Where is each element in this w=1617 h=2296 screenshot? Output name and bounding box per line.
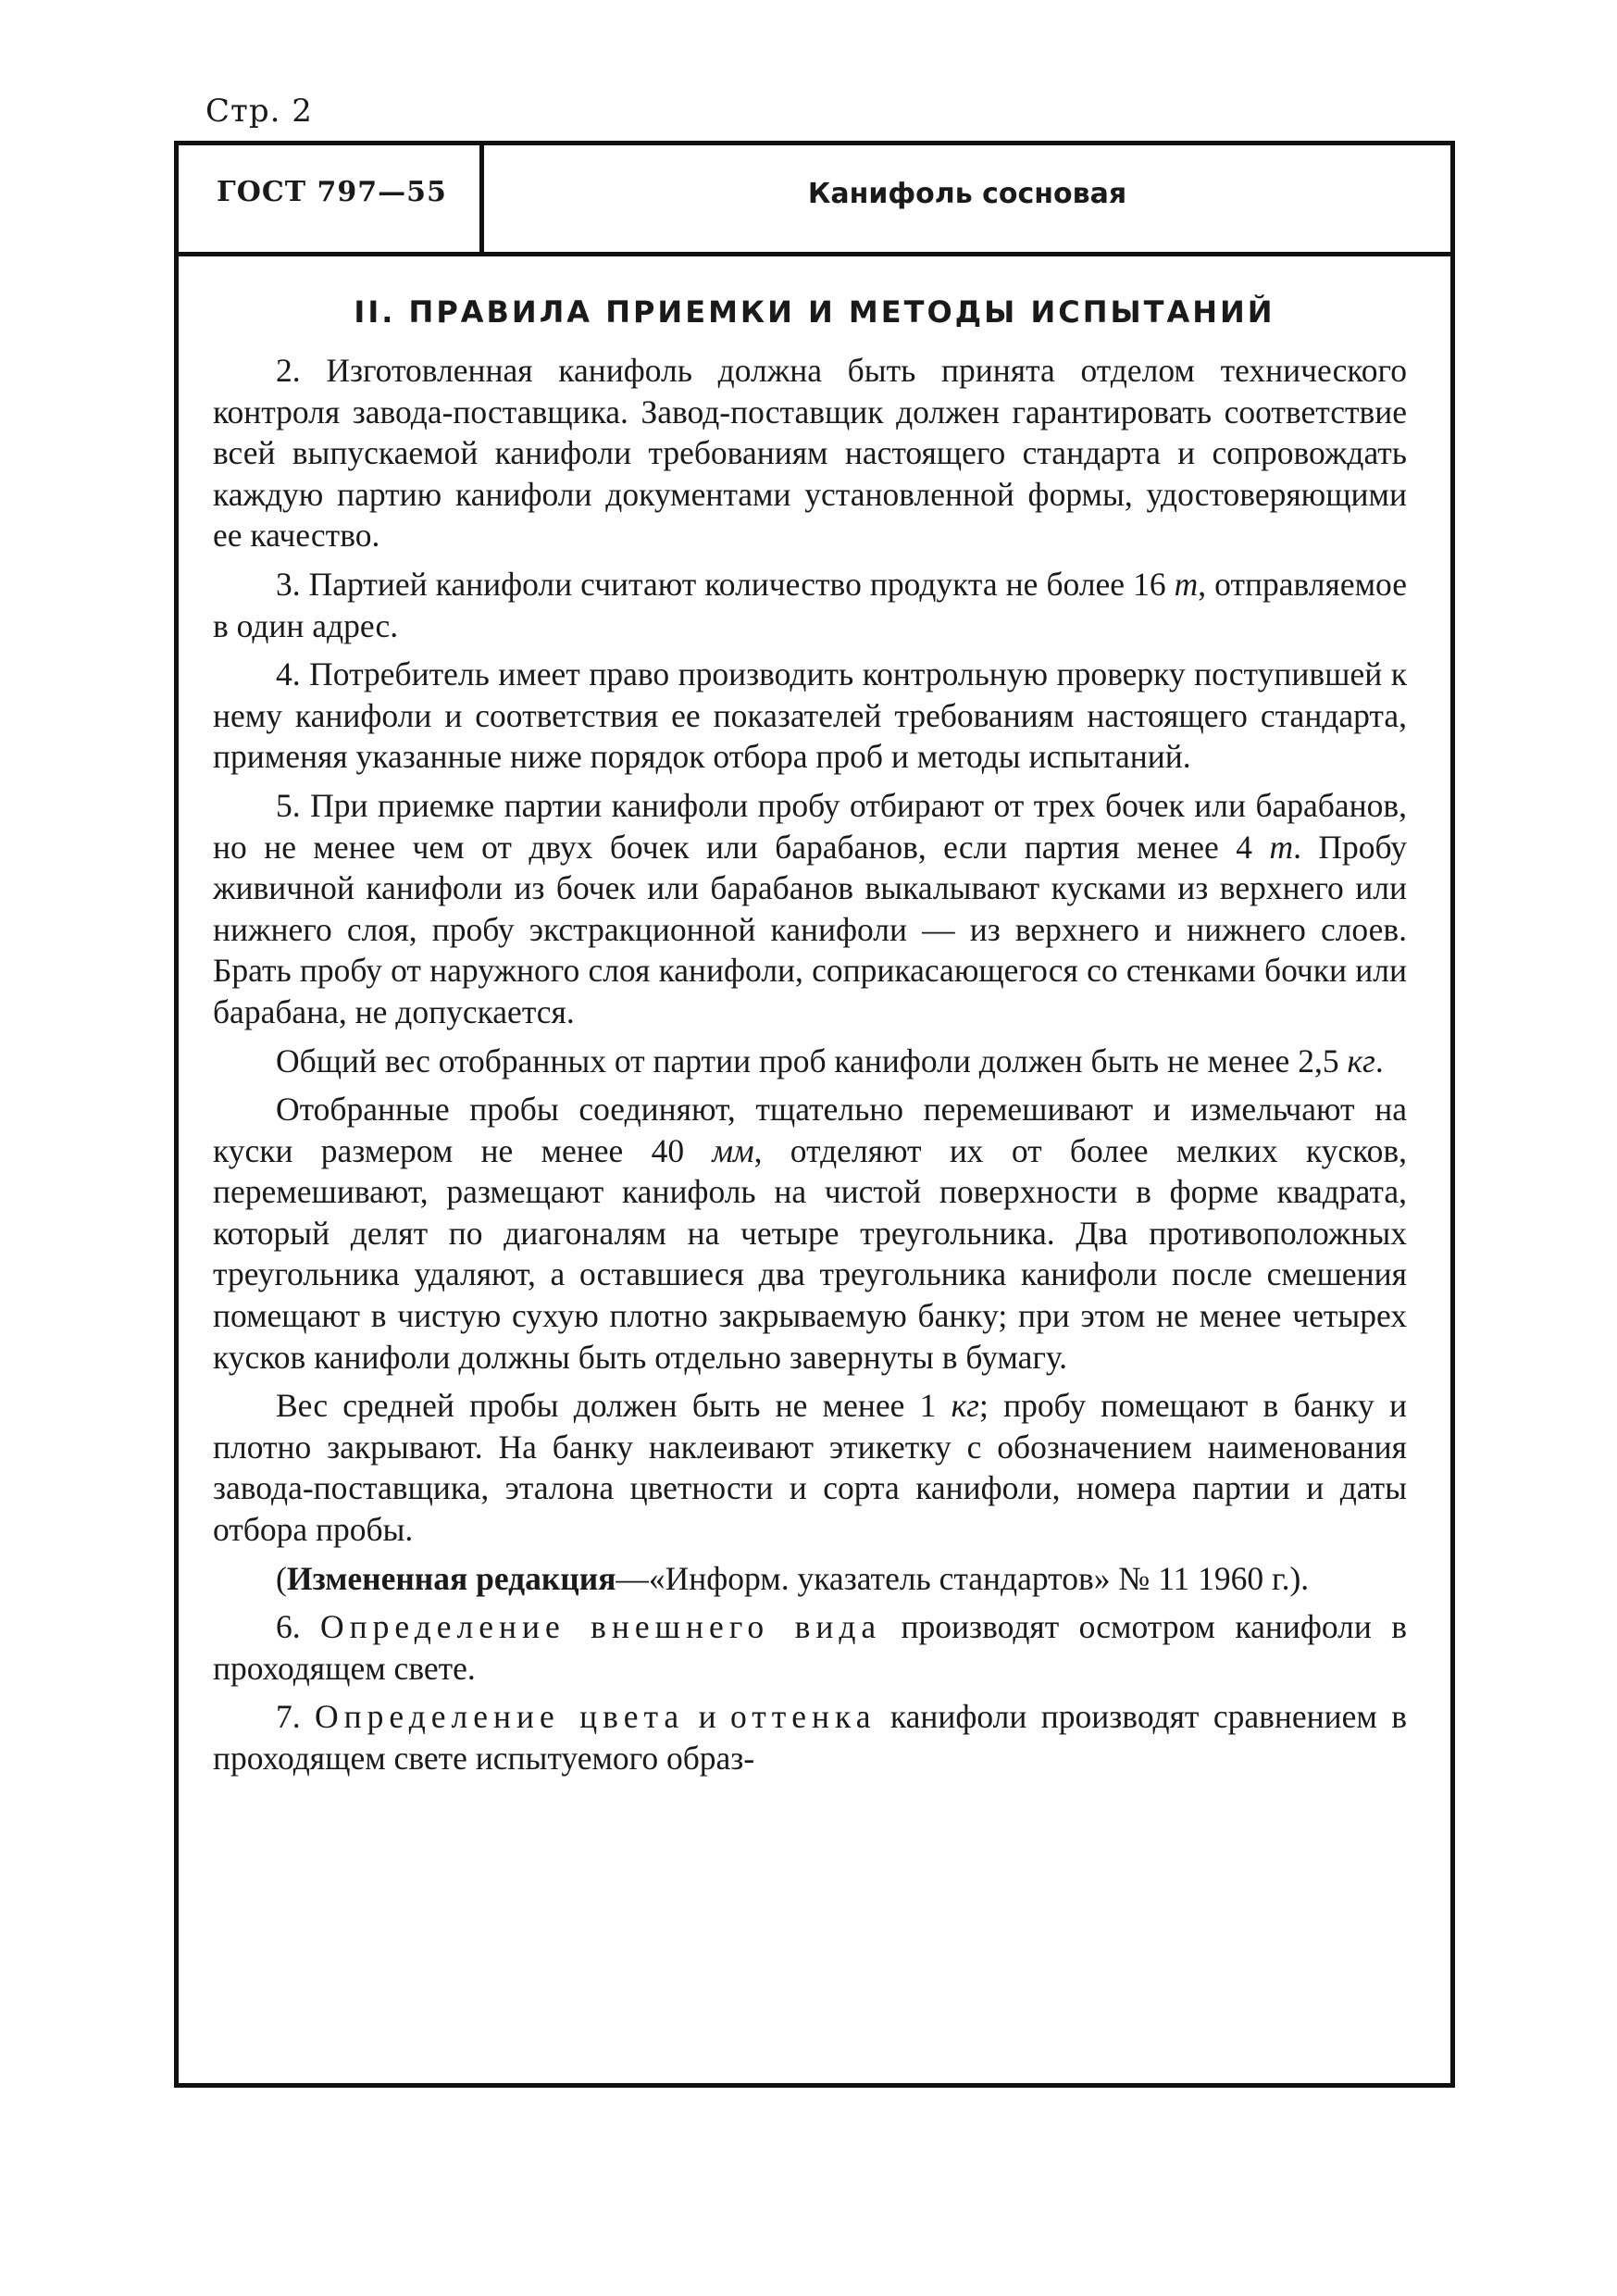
paragraph-3 <box>213 564 1407 646</box>
p5-mix-b: , отделяют их от более мелких кусков, перемешивают, размещают канифоль на чистой поверхности в форме квадрата, который делят по диагоналям на четыре треугольника. Два противоположных треугольника удаляют, а оставшиеся два треугольника канифоли после смешения помещают в чистую сухую плотно закрываемую банку; при этом не менее четырех кусков канифоли должны быть отдельно завернуты в бумагу. <box>213 1131 1407 1376</box>
paragraph-7 <box>213 1696 1407 1778</box>
p5-avg-a: Вес средней пробы должен быть не менее 1 <box>276 1387 952 1425</box>
body-text <box>213 350 1407 1787</box>
amend-bold: Измененная редакция <box>286 1559 616 1597</box>
p6-spaced: Определение внешнего вида <box>320 1608 882 1646</box>
p3-text-b: , отправляемое в один адрес. <box>213 565 1407 644</box>
p6-rest: производят осмотром канифоли в проходящем свете. <box>213 1608 1407 1687</box>
p5-avg-unit: кг <box>951 1387 980 1425</box>
paragraph-4: 4. Потребитель имеет право производить контрольную проверку поступившей к нему канифоли и соответствия ее показателей требованиям настоящего стандарта, применяя указанные ниже порядок отбора проб и методы испытаний. <box>213 655 1407 776</box>
bottom-rule <box>174 2083 1455 2088</box>
paragraph-2: 2. Изготовленная канифоль должна быть принята отделом технического контроля завода-поставщика. Завод-поставщик должен гарантировать соответствие всей выпускаемой канифоли требованиям настоящего стандарта и сопровождать каждую партию канифоли документами установленной формы, удостоверяющими ее качество. <box>213 352 1407 555</box>
p7-num: 7. <box>276 1698 316 1736</box>
p5-weight-unit: кг <box>1347 1042 1375 1079</box>
p7-spaced-2: оттенка <box>729 1698 877 1736</box>
amend-open: ( <box>276 1559 287 1597</box>
top-rule <box>174 141 1455 145</box>
p5-weight-b: . <box>1374 1042 1384 1079</box>
p5-weight-a: Общий вес отобранных от партии проб канифоли должен быть не менее 2,5 <box>276 1042 1348 1079</box>
p6-num: 6. <box>276 1608 321 1646</box>
paragraph-6 <box>213 1606 1407 1689</box>
p7-mid: и <box>684 1698 730 1736</box>
paragraph-5-mixing <box>213 1089 1407 1378</box>
p5-mix-a: Отобранные пробы соединяют, тщательно перемешивают и измельчают на куски размером не менее 40 <box>213 1091 1407 1169</box>
header-rule <box>174 252 1455 256</box>
paragraph-5-weight <box>213 1041 1407 1082</box>
amend-rest: —«Информ. указатель стандартов» № 11 1960 г.). <box>616 1559 1310 1597</box>
standard-code: ГОСТ 797—55 <box>217 176 447 208</box>
paragraph-5-average-sample <box>213 1385 1407 1550</box>
p3-text-a: 3. Партией канифоли считают количество продукта не более 16 <box>276 565 1175 603</box>
page-number: Стр. 2 <box>205 93 313 130</box>
paragraph-5 <box>213 785 1407 1033</box>
amendment-note <box>213 1558 1407 1600</box>
p5-text-a: 5. При приемке партии канифоли пробу отбирают от трех бочек или барабанов, но не менее чем от двух бочек или барабанов, если партия менее 4 <box>213 786 1407 866</box>
document-title: Канифоль сосновая <box>807 178 1127 210</box>
section-heading: II. ПРАВИЛА ПРИЕМКИ И МЕТОДЫ ИСПЫТАНИЙ <box>354 294 1275 330</box>
p5-text-b: . Пробу живичной канифоли из бочек или барабанов выкалывают кусками из верхнего или нижнего слоя, пробу экстракционной канифоли — из верхнего и нижнего слоев. Брать пробу от наружного слоя канифоли, соприкасающегося со стенками бочки или барабана, не допускается. <box>213 828 1407 1030</box>
p5-avg-b: ; пробу помещают в банку и плотно закрывают. На банку наклеивают этикетку с обозначением наименования завода-поставщика, эталона цветности и сорта канифоли, номера партии и даты отбора пробы. <box>213 1387 1407 1549</box>
p5-mix-unit: мм <box>712 1131 754 1169</box>
p7-spaced-1: Определение цвета <box>315 1698 685 1736</box>
p5-unit: т <box>1269 828 1294 866</box>
p3-unit: т <box>1174 565 1199 603</box>
p7-rest: канифоли производят сравнением в проходящем свете испытуемого образ- <box>213 1698 1408 1777</box>
